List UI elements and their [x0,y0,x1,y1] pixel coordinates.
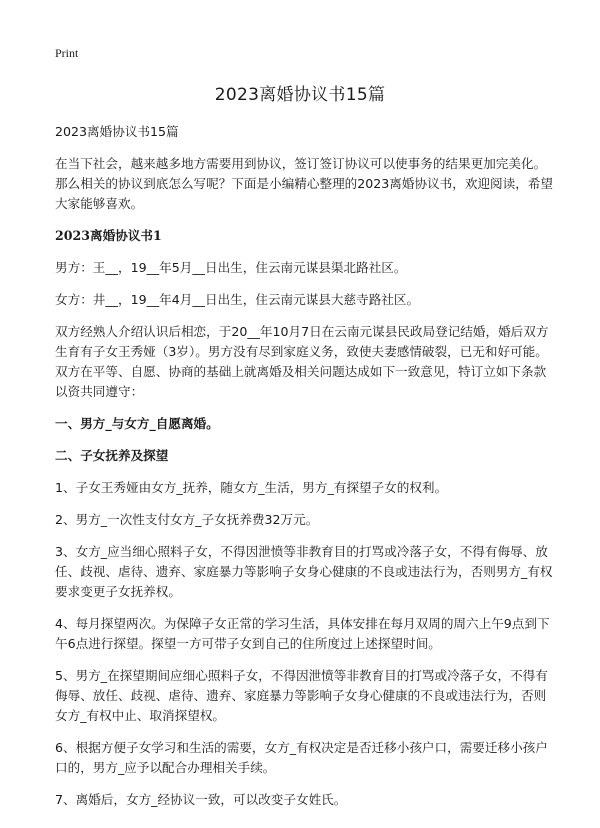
list-item: 3、女方_应当细心照料子女，不得因泄愤等非教育目的打骂或冷落子女，不得有侮辱、放任、歧视、虐待、遗弃、家庭暴力等影响子女身心健康的不良或违法行为，否则男方_有权要求变更子女抚养权。 [55,544,553,599]
man-info: 男方：王__，19__年5月__日出生，住云南元谋县渠北路社区。 [55,260,407,275]
list-item: 2、男方_一次性支付女方_子女抚养费32万元。 [55,512,319,527]
list-item: 7、离婚后，女方_经协议一致，可以改变子女姓氏。 [55,792,347,807]
print-link[interactable]: Print [55,46,79,60]
clause-heading-1: 一、男方_与女方_自愿离婚。 [55,416,219,431]
list-item: 6、根据方便子女学习和生活的需要，女方_有权决定是否迁移小孩户口，需要迁移小孩户口的，男方_应予以配合办理相关手续。 [55,740,548,775]
list-item: 1、子女王秀娅由女方_抚养，随女方_生活，男方_有探望子女的权利。 [55,480,448,495]
list-item: 4、每月探望两次。为保障子女正常的学习生活，具体安排在每月双周的周六上午9点到下午6点进行探望。探望一方可带子女到自己的住所度过上述探望时间。 [55,616,550,651]
document-body [55,122,555,822]
document-subtitle: 2023离婚协议书15篇 [55,124,179,139]
clause-heading-2: 二、子女抚养及探望 [55,448,169,463]
list-item: 5、男方_在探望期间应细心照料子女，不得因泄愤等非教育目的打骂或冷落子女，不得有侮辱、放任、歧视、虐待、遗弃、家庭暴力等影响子女身心健康的不良或违法行为，否则女方_有权中止、取消探望权。 [55,668,548,723]
section-title: 2023离婚协议书1 [55,228,162,243]
document-title: 2023离婚协议书15篇 [214,85,386,105]
woman-info: 女方：井__，19__年4月__日出生，住云南元谋县大慈寺路社区。 [55,292,420,307]
intro-paragraph: 在当下社会，越来越多地方需要用到协议，签订签订协议可以使事务的结果更加完美化。那么相关的协议到底怎么写呢？下面是小编精心整理的2023离婚协议书，欢迎阅读，希望大家能够喜欢。 [55,156,554,211]
background-paragraph: 双方经熟人介绍认识后相恋，于20__年10月7日在云南元谋县民政局登记结婚，婚后双方生育有子女王秀娅（3岁）。男方没有尽到家庭义务，致使夫妻感情破裂，已无和好可能。双方在平等、自愿、协商的基础上就离婚及相关问题达成如下一致意见，特订立如下条款以资共同遵守： [55,324,549,399]
